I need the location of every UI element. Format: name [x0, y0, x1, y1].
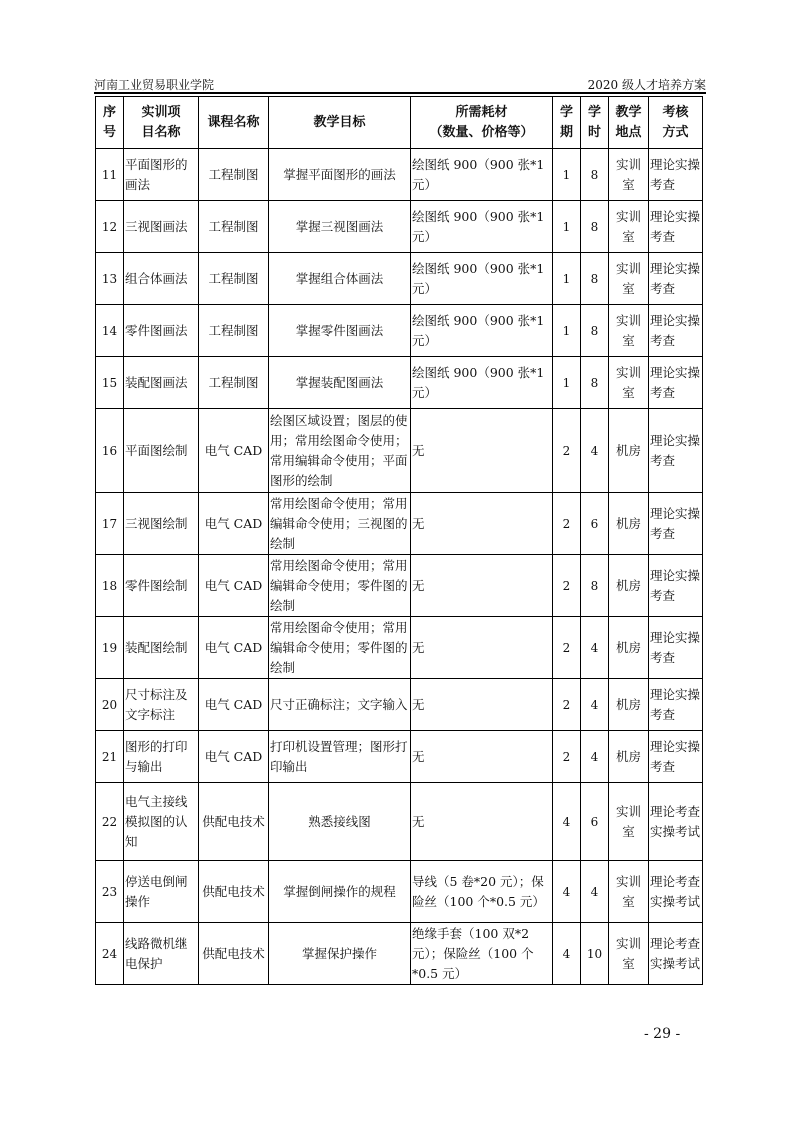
header-rule: [94, 92, 706, 94]
plan-title: 2020 级人才培养方案: [587, 78, 706, 92]
hours: 4: [581, 861, 609, 923]
school-name: 河南工业贸易职业学院: [94, 78, 215, 92]
assessment: 理论实操考查: [649, 201, 703, 253]
table-row: [96, 357, 703, 409]
location: 实训室: [609, 305, 649, 357]
assessment: 理论实操考查: [649, 493, 703, 555]
course-name: 电气 CAD: [199, 409, 269, 493]
materials: 无: [411, 783, 553, 861]
materials: 绝缘手套（100 双*2 元）；保险丝（100 个*0.5 元）: [411, 923, 553, 985]
teaching-goal: 掌握零件图画法: [269, 305, 411, 357]
materials: 绘图纸 900（900 张*1 元）: [411, 253, 553, 305]
row-number: 23: [96, 861, 124, 923]
location: 实训室: [609, 201, 649, 253]
table-row: [96, 783, 703, 861]
course-name: 供配电技术: [199, 923, 269, 985]
location: 机房: [609, 617, 649, 679]
row-number: 21: [96, 731, 124, 783]
item-name: 三视图绘制: [124, 493, 199, 555]
location: 实训室: [609, 861, 649, 923]
term: 2: [553, 409, 581, 493]
table-row: [96, 201, 703, 253]
item-name: 线路微机继电保护: [124, 923, 199, 985]
table-row: [96, 861, 703, 923]
term: 2: [553, 731, 581, 783]
row-number: 18: [96, 555, 124, 617]
location: 机房: [609, 493, 649, 555]
teaching-goal: 打印机设置管理；图形打印输出: [269, 731, 411, 783]
location: 实训室: [609, 357, 649, 409]
header-hours: 学 时: [581, 97, 609, 149]
header-course: 课程名称: [199, 97, 269, 149]
item-name: 零件图绘制: [124, 555, 199, 617]
course-name: 电气 CAD: [199, 617, 269, 679]
assessment: 理论实操考查: [649, 149, 703, 201]
item-name: 图形的打印与输出: [124, 731, 199, 783]
teaching-goal: 绘图区域设置；图层的使用；常用绘图命令使用；常用编辑命令使用；平面图形的绘制: [269, 409, 411, 493]
training-table: [95, 96, 703, 985]
assessment: 理论实操考查: [649, 305, 703, 357]
table-row: [96, 555, 703, 617]
assessment: 理论考查实操考试: [649, 783, 703, 861]
assessment: 理论考查实操考试: [649, 861, 703, 923]
teaching-goal: 掌握倒闸操作的规程: [269, 861, 411, 923]
materials: 无: [411, 555, 553, 617]
location: 机房: [609, 409, 649, 493]
hours: 4: [581, 617, 609, 679]
materials: 无: [411, 409, 553, 493]
teaching-goal: 掌握装配图画法: [269, 357, 411, 409]
assessment: 理论实操考查: [649, 357, 703, 409]
course-name: 工程制图: [199, 357, 269, 409]
row-number: 17: [96, 493, 124, 555]
location: 机房: [609, 679, 649, 731]
teaching-goal: 掌握平面图形的画法: [269, 149, 411, 201]
hours: 4: [581, 731, 609, 783]
teaching-goal: 掌握保护操作: [269, 923, 411, 985]
row-number: 22: [96, 783, 124, 861]
assessment: 理论实操考查: [649, 679, 703, 731]
assessment: 理论实操考查: [649, 731, 703, 783]
term: 1: [553, 201, 581, 253]
teaching-goal: 掌握组合体画法: [269, 253, 411, 305]
hours: 8: [581, 357, 609, 409]
course-name: 电气 CAD: [199, 555, 269, 617]
row-number: 20: [96, 679, 124, 731]
teaching-goal: 掌握三视图画法: [269, 201, 411, 253]
term: 2: [553, 679, 581, 731]
term: 4: [553, 861, 581, 923]
table-row: [96, 731, 703, 783]
term: 1: [553, 253, 581, 305]
header-place: 教学 地点: [609, 97, 649, 149]
table-row: [96, 617, 703, 679]
assessment: 理论实操考查: [649, 409, 703, 493]
row-number: 19: [96, 617, 124, 679]
location: 机房: [609, 731, 649, 783]
header-assess: 考核 方式: [649, 97, 703, 149]
hours: 6: [581, 493, 609, 555]
materials: 绘图纸 900（900 张*1 元）: [411, 305, 553, 357]
header-no: 序 号: [96, 97, 124, 149]
materials: 导线（5 卷*20 元）；保险丝（100 个*0.5 元）: [411, 861, 553, 923]
course-name: 工程制图: [199, 149, 269, 201]
table-row: [96, 409, 703, 493]
materials: 绘图纸 900（900 张*1 元）: [411, 201, 553, 253]
course-name: 电气 CAD: [199, 731, 269, 783]
item-name: 零件图画法: [124, 305, 199, 357]
hours: 6: [581, 783, 609, 861]
row-number: 14: [96, 305, 124, 357]
location: 实训室: [609, 253, 649, 305]
term: 4: [553, 783, 581, 861]
materials: 无: [411, 493, 553, 555]
row-number: 11: [96, 149, 124, 201]
teaching-goal: 熟悉接线图: [269, 783, 411, 861]
course-name: 电气 CAD: [199, 493, 269, 555]
hours: 4: [581, 679, 609, 731]
hours: 4: [581, 409, 609, 493]
hours: 8: [581, 149, 609, 201]
teaching-goal: 常用绘图命令使用；常用编辑命令使用；零件图的绘制: [269, 617, 411, 679]
location: 机房: [609, 555, 649, 617]
item-name: 停送电倒闸操作: [124, 861, 199, 923]
header-item: 实训项 目名称: [124, 97, 199, 149]
materials: 绘图纸 900（900 张*1 元）: [411, 149, 553, 201]
item-name: 平面图形的画法: [124, 149, 199, 201]
term: 1: [553, 305, 581, 357]
assessment: 理论实操考查: [649, 253, 703, 305]
materials: 无: [411, 617, 553, 679]
teaching-goal: 尺寸正确标注；文字输入: [269, 679, 411, 731]
item-name: 组合体画法: [124, 253, 199, 305]
teaching-goal: 常用绘图命令使用；常用编辑命令使用；三视图的绘制: [269, 493, 411, 555]
term: 2: [553, 555, 581, 617]
location: 实训室: [609, 149, 649, 201]
page-number: - 29 -: [644, 1026, 681, 1042]
materials: 无: [411, 731, 553, 783]
header-material: 所需耗材 （数量、价格等）: [411, 97, 553, 149]
row-number: 15: [96, 357, 124, 409]
item-name: 三视图画法: [124, 201, 199, 253]
course-name: 工程制图: [199, 253, 269, 305]
hours: 8: [581, 201, 609, 253]
assessment: 理论实操考查: [649, 555, 703, 617]
hours: 10: [581, 923, 609, 985]
course-name: 供配电技术: [199, 861, 269, 923]
course-name: 供配电技术: [199, 783, 269, 861]
item-name: 尺寸标注及文字标注: [124, 679, 199, 731]
header-term: 学 期: [553, 97, 581, 149]
materials: 绘图纸 900（900 张*1 元）: [411, 357, 553, 409]
term: 1: [553, 149, 581, 201]
row-number: 13: [96, 253, 124, 305]
teaching-goal: 常用绘图命令使用；常用编辑命令使用；零件图的绘制: [269, 555, 411, 617]
row-number: 12: [96, 201, 124, 253]
item-name: 平面图绘制: [124, 409, 199, 493]
course-name: 工程制图: [199, 201, 269, 253]
course-name: 电气 CAD: [199, 679, 269, 731]
term: 4: [553, 923, 581, 985]
term: 2: [553, 617, 581, 679]
item-name: 电气主接线模拟图的认知: [124, 783, 199, 861]
table-row: [96, 253, 703, 305]
item-name: 装配图画法: [124, 357, 199, 409]
row-number: 16: [96, 409, 124, 493]
table-row: [96, 149, 703, 201]
course-name: 工程制图: [199, 305, 269, 357]
row-number: 24: [96, 923, 124, 985]
hours: 8: [581, 305, 609, 357]
hours: 8: [581, 253, 609, 305]
term: 2: [553, 493, 581, 555]
term: 1: [553, 357, 581, 409]
table-row: [96, 493, 703, 555]
materials: 无: [411, 679, 553, 731]
hours: 8: [581, 555, 609, 617]
table-row: [96, 679, 703, 731]
table-row: [96, 305, 703, 357]
location: 实训室: [609, 783, 649, 861]
table-row: [96, 923, 703, 985]
header-goal: 教学目标: [269, 97, 411, 149]
assessment: 理论实操考查: [649, 617, 703, 679]
item-name: 装配图绘制: [124, 617, 199, 679]
location: 实训室: [609, 923, 649, 985]
assessment: 理论考查实操考试: [649, 923, 703, 985]
